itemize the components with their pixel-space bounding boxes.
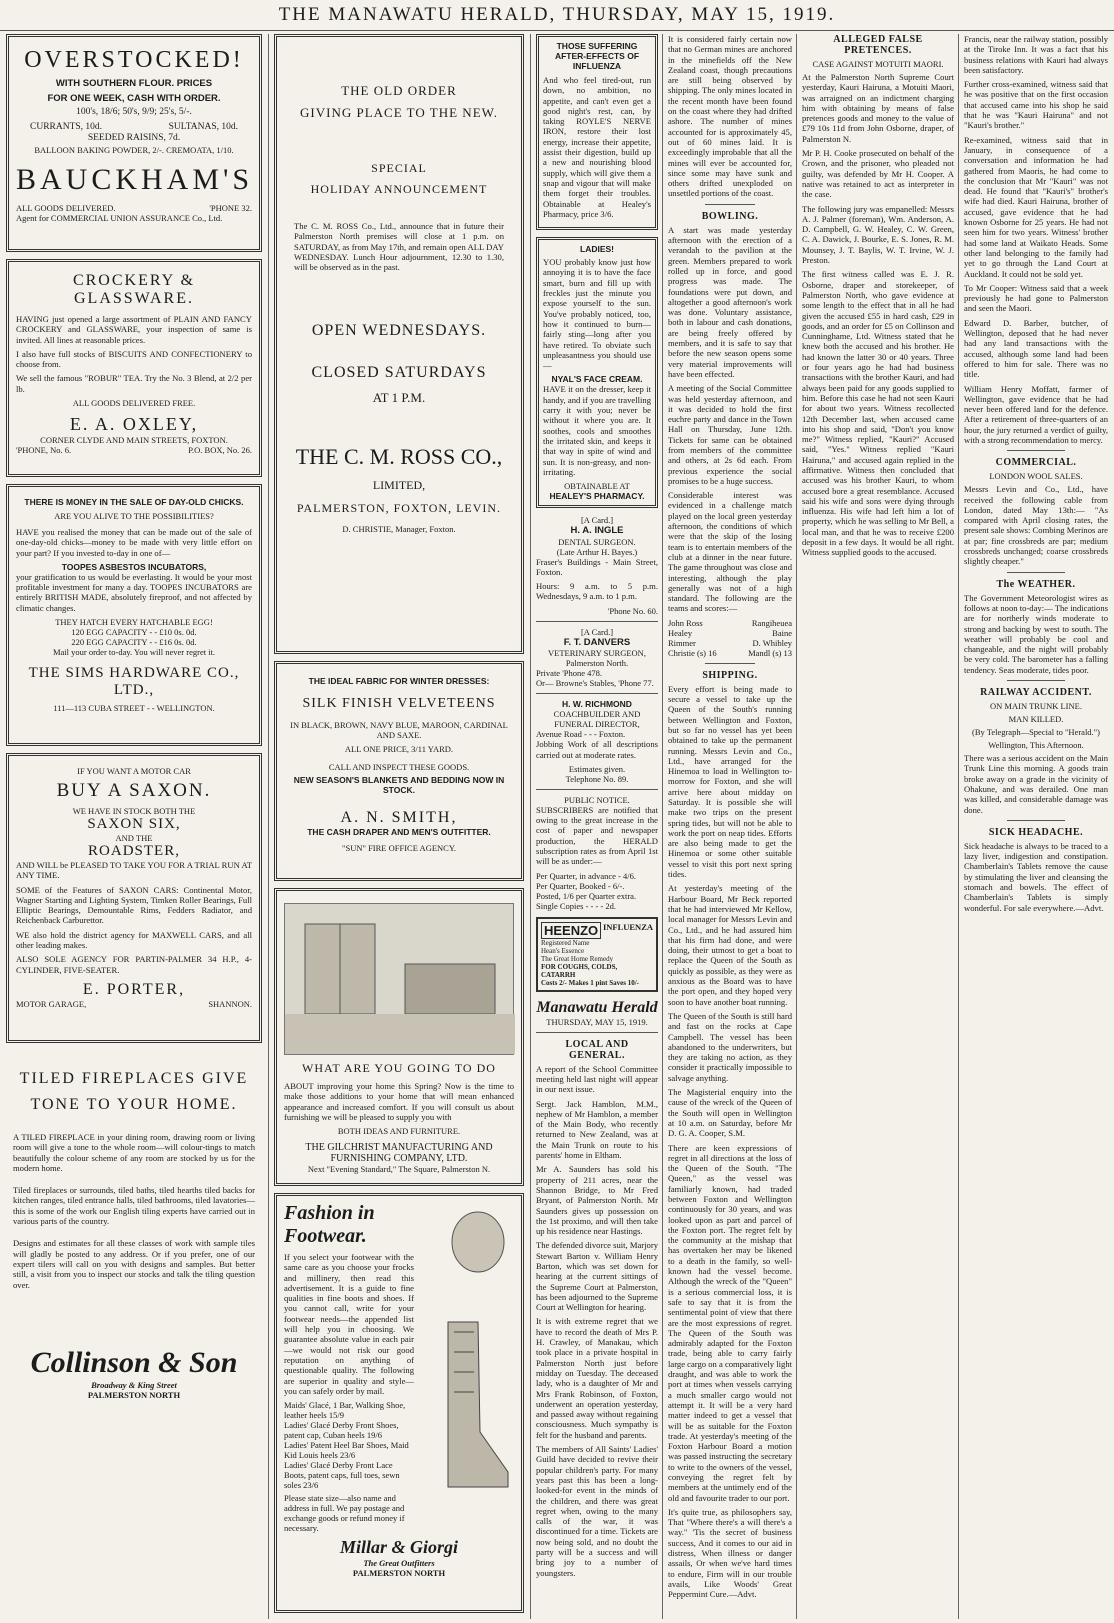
ross-heading: GIVING PLACE TO THE NEW.: [300, 105, 498, 120]
footwear-note: Please state size—also name and address in full. We pay postage and exchange goods or refund money if necessary.: [284, 1493, 405, 1534]
divider: [536, 1032, 658, 1033]
shipping-paragraph: The Magisterial enquiry into the cause of the wreck of the Queen of the South will open in Wellington at 10 a.m. on Saturday, before Mr D. G. A. Cooper, S.M.: [668, 1087, 792, 1139]
notice-rate: Posted, 1/6 per Quarter extra.: [536, 890, 637, 901]
millar-giorgi-town: PALMERSTON NORTH: [352, 1568, 446, 1579]
railway-heading: RAILWAY ACCIDENT.: [980, 687, 1092, 699]
railway-subheading: MAN KILLED.: [1008, 714, 1064, 725]
overstocked-line: FOR ONE WEEK, CASH WITH ORDER.: [47, 92, 221, 104]
ross-special: SPECIAL: [371, 161, 427, 175]
saxon-text: SOME of the Features of SAXON CARS: Continental Motor, Wagner Starting and Lighting System, Timken Roller Bearings, Full Elliptic Bearings, Demountable Rims, Fedders Radiator, and Reichenback Carburettor.: [16, 884, 252, 926]
heenzo-text: Registered Name: [541, 938, 590, 947]
local-paragraph: Mr A. Saunders has sold his property of 211 acres, near the Shannon Bridge, to Mr Fred Bryant, of Palmerston North. Mr Saunders gives up possession on the 1st proximo, and will then take up his residence near Hastings.: [536, 1164, 658, 1237]
chicks-text: your gratification to us would be everlasting. It would be your most profitable investment for many a day. TOOPES INCUBATORS are entirely BRITISH MADE, absolutely fireproof, and not affected by climatic changes.: [16, 571, 252, 613]
heenzo-influenza: INFLUENZA: [602, 921, 653, 932]
column-6: [964, 34, 1108, 1619]
column-1: [6, 34, 262, 1619]
notice-title: PUBLIC NOTICE.: [564, 794, 630, 805]
commercial-heading: COMMERCIAL.: [995, 457, 1077, 469]
railway-dateline: Wellington, This Afternoon.: [988, 740, 1084, 751]
smith-agency: "SUN" FIRE OFFICE AGENCY.: [342, 843, 456, 853]
royles-title: THOSE SUFFERING AFTER-EFFECTS OF INFLUENZA: [554, 41, 640, 71]
court-paragraph: Re-examined, witness said that in January, in consequence of a conversation and information he had gathered from Maoris, he had come to the conclusion that Mr "Kauri" was not dead. He found that "Kauri's" brother's wife had died. Kauri Hairuna, brother of accused, gave evidence that he had known Osborne for 25 years. He had not seen him for two years. Witness' brother had some land at Waikato Heads. Some other land belonging to the family had yet to go through the Land Court at Auckland. It could not be sold yet.: [964, 134, 1108, 279]
richmond-title: COACHBUILDER AND FUNERAL DIRECTOR,: [553, 709, 641, 730]
divider: [536, 621, 658, 622]
wool-paragraph: Messrs Levin and Co., Ltd., have received the following cable from London, dated May 13th:— "As compared with April closing rates, the present sale shows: Combing Merinos are at par; fine crossbreds are par; medium crossbreds unchanged; coarse crossbreds slightly cheaper.": [964, 484, 1108, 567]
false-pretences-subheading: CASE AGAINST MOTUITI MAORI.: [812, 59, 944, 69]
room-illustration: [284, 903, 514, 1055]
overstocked-prices: 100's, 18/6; 50's, 9/9; 25's, 5/-.: [76, 107, 192, 117]
team-score: Mandl (s) 13: [748, 647, 792, 658]
crockery-ad: [6, 259, 262, 477]
tiled-title: TILED FIREPLACES GIVE TONE TO YOUR HOME.: [19, 1070, 249, 1113]
bowling-paragraph: A meeting of the Social Committee was held yesterday afternoon, and it was decided to hold the first euchre party and dance in the Town Hall on Thursday, June 12th. Tickets for same can be obtained from members of the committee and others, at 2s 6d each. From previous experience the social promises to be a huge success.: [668, 383, 792, 486]
heenzo-text: Costs 2/- Makes 1 pint Saves 10/-: [541, 978, 640, 987]
richmond-estimates: Estimates given.: [568, 763, 626, 774]
overstocked-title: OVERSTOCKED!: [24, 47, 244, 73]
team-player: D. Whibley: [752, 637, 792, 648]
agent-note: Agent for COMMERCIAL UNION ASSURANCE Co., Ltd.: [16, 212, 223, 223]
danvers-name: F. T. DANVERS: [563, 636, 631, 648]
heenzo-text: FOR COUGHS, COLDS, CATARRH: [541, 962, 618, 979]
divider: [536, 693, 658, 694]
baking-powder-price: BALLOON BAKING POWDER, 2/-. CREMOATA, 1/10.: [34, 144, 234, 155]
overstocked-line: WITH SOUTHERN FLOUR. PRICES: [55, 78, 213, 89]
paper-nameplate: Manawatu Herald: [536, 998, 658, 1016]
local-paragraph: The members of All Saints' Ladies' Guild have decided to revive their popular children's party. For many years past this has been a long-looked-for event in the minds of the children, and there was great regret when, owing to the many calls of the war, it was discontinued for a time. Tickets are now being sold, and no doubt the party will be a success and will bring joy to a number of youngsters.: [536, 1444, 658, 1578]
danvers-card: [536, 627, 658, 689]
shipping-paragraph: Every effort is being made to secure a vessel to take up the Queen of the South's running between Wellington and Foxton, but so far no vessel has yet been obtained to take up the permanent running. Messrs Levin and Co., Ltd., have arranged for the Hinemoa to load in Wellington to-morrow for Foxton, and she will arrive here about midday on Saturday. It is possible she will make two trips on the present spring tides, but will not be able to work the port on neap tides. Efforts are also being made to get the Hinemoa or some other suitable vessel to visit this port next spring tides.: [668, 683, 792, 880]
gilchrist-title: WHAT ARE YOU GOING TO DO: [302, 1061, 496, 1075]
nyals-product: NYAL'S FACE CREAM.: [551, 374, 643, 385]
crockery-text: HAVING just opened a large assortment of PLAIN AND FANCY CROCKERY and GLASSWARE, your inspection of same is invited. All lines at reasonable prices.: [16, 314, 252, 345]
bowling-heading: BOWLING.: [701, 210, 759, 222]
ingle-address: Fraser's Buildings - Main Street, Foxton.: [536, 556, 658, 577]
weather-paragraph: The Government Meteorologist wires as follows at noon to-day:— The indications are for northerly winds moderate to strong and backing by west to south. The weather will probably be cool and changeable, and the night will probably be very cold. The barometer has a falling tendency. Seas moderate, tides poor.: [964, 592, 1108, 675]
richmond-text: Jobbing Work of all descriptions carried out at moderate rates.: [536, 739, 658, 760]
smith-draper: THE CASH DRAPER AND MEN'S OUTFITTER.: [307, 827, 491, 837]
saxon-text: ALSO SOLE AGENCY FOR PARTIN-PALMER 34 H.P., 4-CYLINDER, FIVE-SEATER.: [16, 954, 252, 975]
heenzo-ad: [536, 917, 658, 992]
heenzo-text: Hean's Essence: [541, 946, 585, 955]
headache-heading: SICK HEADACHE.: [988, 826, 1084, 838]
smith-ad: [274, 661, 524, 881]
nyals-obtainable: OBTAINABLE AT: [564, 481, 630, 492]
ingle-phone: 'Phone No. 60.: [607, 605, 658, 616]
saxon-stock: WE HAVE IN STOCK BOTH THE: [72, 806, 196, 816]
collinson-address: Broadway & King Street: [91, 1379, 177, 1390]
raisins-price: SEEDED RAISINS, 7d.: [87, 133, 181, 143]
footwear-item: Maids' Glacé, 1 Bar, Walking Shoe, leather heels 15/9: [284, 1400, 406, 1421]
porter-name: E. PORTER,: [82, 980, 186, 998]
team-player: Baine: [772, 627, 792, 638]
footwear-text: If you select your footwear with the same care as you choose your frocks and millinery, then read this advertisement. It is a guide to fine qualities in fine boots and shoes. If you cannot call, write for your footwear needs—the appended list will help you in choosing. We guarantee absolute value in each pair—we would not risk our good reputation on anything of questionable quality. The following are superior in quality and style—you can safely order by mail.: [284, 1252, 414, 1396]
ingle-hours: Hours: 9 a.m. to 5 p.m. Wednesdays, 9 a.m. to 1 p.m.: [536, 581, 658, 602]
footwear-title: Fashion in: [284, 1202, 375, 1224]
oxley-address: CORNER CLYDE AND MAIN STREETS, FOXTON.: [40, 435, 228, 446]
royles-text: And who feel tired-out, run down, no ambition, no appetite, and can't even get a good night's rest, can, by taking ROYLE'S NERVE IRON, restore their lost energy, increase their appetite, assist their digestion, build up a new and nourishing blood supply, which will give them a snap and vigour that will make them forget their troubles. Obtainable at Healey's Pharmacy, price 3/6.: [543, 75, 651, 219]
tiled-text: Designs and estimates for all these classes of work with sample tiles will gladly be posted to any address. Or if you prefer, one of our expert tilers will call on you with designs and samples. But better still, a visit from you to inspect our stocks and talk the tiling question over.: [13, 1238, 255, 1290]
delivered-note: ALL GOODS DELIVERED.: [16, 202, 116, 213]
paper-date: THURSDAY, MAY 15, 1919.: [546, 1016, 648, 1027]
smith-colours: IN BLACK, BROWN, NAVY BLUE, MAROON, CARDINAL AND SAXE.: [290, 720, 508, 740]
ladies-text: HAVE it on the dresser, keep it handy, and if you are travelling carry it with you; never be without it where you are. It soothes, cools and smoothes the irritated skin, and keeps it that way in spite of wind and sun. It is non-greasy, and non-irritating.: [543, 384, 651, 477]
card-label: [A Card.]: [580, 626, 614, 637]
shipping-paragraph: It's quite true, as philosophers say, That "Where there's a will there's a way." 'Tis the secret of business success, And it comes to our aid in distress, When illness or danger assails, Or when we've hard times to endure, Firm will in our trouble avails, Like Woods' Great Peppermint Cure.—Advt.: [668, 1506, 792, 1600]
court-paragraph: The following jury was empanelled: Messrs A. J. Palmer (foreman), Wm. Anderson, A. D. Campbell, G. W. Healey, C. W. Green, C. A. Dawick, J. Bourke, E. S. Jones, R. M. Mounsey, J. T. Baylis, W. T. Irvine, W. J. Preston.: [802, 203, 954, 266]
local-paragraph: A report of the School Committee meeting held last night will appear in our next issue.: [536, 1063, 658, 1095]
notice-rate: Per Quarter, Booked - 6/-.: [536, 880, 625, 891]
footwear-title: Footwear.: [284, 1225, 367, 1247]
millar-giorgi-tagline: The Great Outfitters: [363, 1558, 435, 1569]
column-rule: [268, 34, 269, 1619]
team-player: Rangiheuea: [751, 617, 792, 628]
richmond-address: Avenue Road - - - Foxton.: [536, 729, 626, 740]
ross-time: AT 1 P.M.: [372, 390, 426, 406]
richmond-phone: Telephone No. 89.: [565, 773, 629, 784]
court-paragraph: The first witness called was E. J. R. Osborne, draper and storekeeper, of Palmerston North, who gave evidence at some length to the effect that in all he had given the accused £55 in hard cash, £29 in goods, and an order for £5 on Collinson and Cunninghame, Ltd. Witness stated that he knew both the accused and his brother. He had known the latter 30 or 40 years. Three or four years ago he had had business transactions with the brother Kauri, and had always been paid for any goods supplied to him. Before this case he had not seen Kauri for about two years. Witness recollected 12th December last, when accused came into his shop and said, "Don't you know me?" Witness replied, "Kauri?" Accused said, "Yes." Witness replied "Kauri Hairuna," and accused again replied in the affirmative. Witness then concluded that accused was his brother Kauri, to whom accused bore a great resemblance. Accused said his wife and sons were dying through influenza. His wife had left him a lot of property, which he was selling to Mr Bell, a local man, and that he was to receive £200 deposit in a few days. It would be all right. Witness supplied goods to the accused.: [802, 269, 954, 558]
saxon-six: SAXON SIX,: [87, 816, 181, 832]
room-illustration-svg: [285, 904, 515, 1054]
chicks-subtitle: ARE YOU ALIVE TO THE POSSIBILITIES?: [54, 511, 214, 521]
collinson-logo: Collinson & Son: [30, 1345, 238, 1379]
notice-rate: Single Copies - - - - 2d.: [536, 900, 617, 911]
sims-address: 111—113 CUBA STREET - - WELLINGTON.: [53, 703, 215, 714]
column-rule: [958, 34, 959, 1619]
smith-title: THE IDEAL FABRIC FOR WINTER DRESSES:: [308, 676, 490, 686]
ladies-title: LADIES!: [580, 244, 614, 255]
footwear-item: Ladies' Patent Heel Bar Shoes, Maid Kid Louis heels 23/6: [284, 1440, 409, 1461]
overstocked-ad: [6, 34, 262, 252]
porter-garage: MOTOR GARAGE,: [16, 998, 87, 1009]
ross-manager: D. CHRISTIE, Manager, Foxton.: [342, 524, 456, 535]
court-paragraph: Francis, near the railway station, possibly at the Tiroke Inn. It was a fact that his business relations with Kauri had always been satisfactory.: [964, 34, 1108, 75]
boot-illustration: [418, 1202, 514, 1533]
smith-velveteens: SILK FINISH VELVETEENS: [302, 696, 496, 711]
local-paragraph: Sergt. Jack Hamblon, M.M., nephew of Mr Hamblon, a member of the Main Body, who recently returned to New Zealand, was at the Main Trunk on route to his parents' home in Eltham.: [536, 1098, 658, 1161]
richmond-card: [536, 699, 658, 784]
headache-paragraph: Sick headache is always to be traced to a lazy liver, indigestion and constipation. Chamberlain's Tablets remove the cause by stimulating the liver and cleansing the stomach and bowels. The effect of Chamberlain's Tablets is simply wonderful. For sale everywhere.—Advt.: [964, 840, 1108, 913]
sultanas-price: SULTANAS, 10d.: [168, 121, 238, 132]
tiled-text: Tiled fireplaces or surrounds, tiled baths, tiled hearths tiled backs for kitchen ranges, tiled entrance halls, tiled bathrooms, tiled lavatories—this is some of the work our English tiling experts have carried out in various parts of the country.: [13, 1185, 255, 1227]
notice-text: SUBSCRIBERS are notified that owing to the great increase in the cost of paper and newspaper production, the HERALD subscription rates as from April 1st will be as under:—: [536, 804, 658, 867]
divider: [705, 663, 755, 664]
smith-name: A. N. SMITH,: [340, 809, 458, 826]
ross-heading: THE OLD ORDER: [341, 83, 457, 98]
ross-text: The C. M. ROSS Co., Ltd., announce that in future their Palmerston North premises will close at 1 p.m. on SATURDAY, as from May 17th, and remain open ALL DAY WEDNESDAY. Lunch Hour adjournment, 12.30 to 1.30, will be observed as in the past.: [294, 221, 504, 273]
court-paragraph: Mr P. H. Cooke prosecuted on behalf of the Crown, and the prisoner, who pleaded not guilty, was defended by Mr H. Cooper. A native was retained to act as interpreter in the case.: [802, 148, 954, 200]
crockery-text: ALL GOODS DELIVERED FREE.: [72, 398, 196, 409]
team-player: John Ross: [668, 617, 703, 628]
hatch-heading: THEY HATCH EVERY HATCHABLE EGG!: [55, 617, 213, 628]
tiled-ad: [6, 1050, 262, 1595]
chicks-text: HAVE you realised the money that can be made out of the sale of one-day-old chicks—money to be made with very little effort on your part? If you invested to-day in one of—: [16, 527, 252, 558]
ross-towns: PALMERSTON, FOXTON, LEVIN.: [296, 501, 502, 516]
ross-holiday: HOLIDAY ANNOUNCEMENT: [310, 182, 488, 196]
column-rule: [530, 34, 531, 1619]
card-label: [A Card.]: [580, 515, 614, 526]
false-pretences-heading: ALLEGED FALSE PRETENCES.: [833, 34, 923, 56]
danvers-phone: Private 'Phone 478.: [536, 668, 602, 679]
ross-firm: THE C. M. ROSS CO.,: [295, 444, 503, 470]
smith-price: ALL ONE PRICE, 3/11 YARD.: [344, 744, 454, 754]
smith-call: CALL AND INSPECT THESE GOODS.: [328, 762, 470, 772]
divider: [1007, 572, 1065, 573]
crockery-title: CROCKERY & GLASSWARE.: [72, 272, 196, 307]
ross-closed: CLOSED SATURDAYS: [311, 364, 487, 382]
heenzo-logo: HEENZO: [541, 922, 601, 939]
team-score: Christie (s) 16: [668, 647, 717, 658]
divider: [1007, 680, 1065, 681]
masthead: THE MANAWATU HERALD, THURSDAY, MAY 15, 1919.: [0, 0, 1114, 31]
railway-subheading: ON MAIN TRUNK LINE.: [990, 701, 1082, 712]
divider: [705, 204, 755, 205]
footwear-item: Ladies' Glacé Derby Front Shoes, patent cap, Cuban heels 19/6: [284, 1420, 399, 1441]
shipping-paragraph: The Queen of the South is still hard and fast on the rocks at Cape Campbell. The vessel has been abandoned to the underwriters, but they are taking no action, as they consider it practically impossible to salvage anything.: [668, 1010, 792, 1083]
ingle-card: [536, 515, 658, 616]
smith-blankets: NEW SEASON'S BLANKETS AND BEDDING NOW IN STOCK.: [293, 775, 505, 795]
danvers-title: VETERINARY SURGEON,: [548, 648, 646, 659]
gilchrist-ad: [274, 888, 524, 1186]
ross-open: OPEN WEDNESDAYS.: [311, 322, 487, 340]
crockery-text: We sell the famous "ROBUR" TEA. Try the No. 3 Blend, at 2/2 per lb.: [16, 373, 252, 394]
weather-heading: The WEATHER.: [996, 578, 1076, 590]
court-paragraph: To Mr Cooper: Witness said that a week previously he had gone to Palmerston and seen the Maori.: [964, 282, 1108, 314]
ingle-name: H. A. INGLE: [570, 525, 624, 537]
column-5: [802, 34, 954, 1619]
danvers-town: Palmerston North.: [565, 658, 629, 669]
nyals-shop: HEALEY'S PHARMACY.: [549, 491, 645, 502]
column-rule: [662, 34, 663, 1619]
nyals-ad: [536, 237, 658, 508]
oxley-box: P.O. BOX, No. 26.: [188, 445, 252, 456]
chicks-ad: [6, 484, 262, 746]
gilchrist-address: Next "Evening Standard," The Square, Palmerston N.: [307, 1164, 491, 1175]
collinson-town: PALMERSTON NORTH: [87, 1389, 181, 1400]
millar-giorgi-name: Millar & Giorgi: [339, 1537, 459, 1558]
capacity-price: 220 EGG CAPACITY - - £16 0s. 0d.: [71, 637, 197, 648]
saxon-top: IF YOU WANT A MOTOR CAR: [77, 766, 191, 776]
ingle-title: DENTAL SURGEON.: [558, 536, 636, 547]
saxon-text: WE also hold the district agency for MAXWELL CARS, and all other leading makes.: [16, 929, 252, 951]
bauckhams-name: BAUCKHAM'S: [16, 162, 254, 196]
court-paragraph: At the Palmerston North Supreme Court yesterday, Kauri Hairuna, a Motuiti Maori, was arraigned on an indictment charging him with obtaining by means of false pretences goods and money to the value of £79 10s 11d from John Osborne, draper, of Palmerston N.: [802, 72, 954, 144]
public-notice: [536, 795, 658, 911]
court-paragraph: William Henry Moffatt, farmer of Wellington, gave evidence that he had never been offered land for the defence. After a retirement of three-quarters of an hour, the jury returned a verdict of guilty, with a strong recommendation to mercy.: [964, 383, 1108, 445]
porter-town: SHANNON.: [208, 998, 252, 1009]
incubators-heading: TOOPES ASBESTOS INCUBATORS,: [61, 561, 207, 572]
railway-paragraph: There was a serious accident on the Main Trunk Line this morning. A goods train broke away on a grade in the vicinity of Ohakune, and was derailed. One man was killed, and considerable damage was done.: [964, 753, 1108, 815]
court-paragraph: Edward D. Barber, butcher, of Wellington, deposed that he had never had any land transactions with the accused, although some land had been offered to him for sale. There was no title.: [964, 317, 1108, 380]
boot-illustration-svg: [418, 1202, 514, 1502]
saxon-ad: [6, 753, 262, 1043]
ingle-late: (Late Arthur H. Bayes.): [556, 546, 638, 557]
richmond-name: H. W. RICHMOND: [562, 699, 632, 710]
saxon-roadster: ROADSTER,: [88, 843, 180, 859]
footwear-ad: [274, 1193, 524, 1613]
saxon-text: AND WILL be PLEASED TO TAKE YOU FOR A TRIAL RUN AT ANY TIME.: [16, 860, 252, 881]
team-player: Rimmer: [668, 637, 696, 648]
court-paragraph: Further cross-examined, witness said that he was positive that on the first occasion that accused came into his shop he said that he was "Kauri Hairuna" and not "Kauri's brother.": [964, 79, 1108, 131]
divider: [1007, 820, 1065, 821]
shipping-paragraph: At yesterday's meeting of the Harbour Board, Mr Beck reported that he had interviewed Mr Kellow, local manager for Messrs Levin and Co., Ltd., and he had assured him that his firm had done, and were doing, their utmost to get a boat to replace the Queen of the South as quickly as possible, as they were as anxious as the Board was to have the port open, and they hoped very soon to have another boat running.: [668, 883, 792, 1007]
column-4: [668, 34, 792, 1619]
capacity-price: 120 EGG CAPACITY - - £10 0s. 0d.: [71, 627, 197, 638]
notice-rate: Per Quarter, in advance - 4/6.: [536, 870, 636, 881]
column-2: [274, 34, 524, 1619]
local-paragraph: The defended divorce suit, Marjory Stewart Barton v. William Henry Barton, which was set down for hearing at the current sittings of the Supreme Court at Palmerston, has been adjourned to the Supreme Court at Wellington for hearing.: [536, 1240, 658, 1313]
ross-ad: [274, 34, 524, 654]
currants-price: CURRANTS, 10d.: [30, 121, 103, 132]
saxon-title: BUY A SAXON.: [56, 780, 212, 801]
gilchrist-text: ABOUT improving your home this Spring? Now is the time to make those additions to your home that will mean enhanced appearance and increased comfort. If you will consult us about furnishing we will be pleased to supply you with: [284, 1081, 514, 1122]
divider: [1007, 450, 1065, 451]
phone-number: 'PHONE 32.: [209, 202, 252, 213]
chicks-title: THERE IS MONEY IN THE SALE OF DAY-OLD CHICKS.: [24, 497, 244, 507]
royles-ad: [536, 34, 658, 230]
local-paragraph: It is with extreme regret that we have to record the death of Mrs P. H. Crawley, of Manakau, which took place in a private hospital in Palmerston North just before midday on Tuesday. The deceased lady, who is a daughter of Mr and Mrs Frank Robinson, of Foxton, underwent an operation yesterday, and passed away without regaining consciousness. Much sympathy is felt for the husband and parents.: [536, 1316, 658, 1440]
danvers-phone: Or— Browne's Stables, 'Phone 77.: [536, 678, 654, 689]
wool-sales-subheading: LONDON WOOL SALES.: [989, 471, 1083, 482]
ladies-text: YOU probably know just how annoying it is to have the face smart, burn and fill up with freckles just the minute you expose yourself to the sun. You've probably noticed, too, how it continued to burn—fairly sting—long after you have retired. To obviate such unpleasantness you should use—: [543, 257, 651, 371]
railway-telegraph: (By Telegraph—Special to "Herald."): [972, 727, 1100, 738]
oxley-phone: 'PHONE, No. 6.: [16, 445, 72, 456]
mail-note: Mail your order to-day. You will never regret it.: [52, 647, 216, 658]
column-3: [536, 34, 658, 1619]
local-general-heading: LOCAL AND GENERAL.: [565, 1038, 629, 1061]
oxley-name: E. A. OXLEY,: [69, 414, 199, 435]
gilchrist-firm: THE GILCHRIST MANUFACTURING AND FURNISHING COMPANY, LTD.: [305, 1142, 493, 1165]
gilchrist-ideas: BOTH IDEAS AND FURNITURE.: [337, 1126, 461, 1137]
shipping-paragraph: There are keen expressions of regret in all directions at the loss of the Queen of the South. "The Queen," as the vessel was familiarly known, had traded between Foxton and Wellington continuously for 30 years, and was looked upon as part and parcel of the Foxton port. The regret felt by the community at the mishap that has overtaken her may be likened to a death in the family, so well-known had the vessel become. Although the wreck of the "Queen" is a serious commercial loss, it is safe to say that it is from the sentimental point of view that there are the most expressions of regret. The Queen of the South was admirably adapted for the Foxton trade, being able to carry fairly large cargo on a comparatively light draught, and was able to work the port at times when vessels carrying a much smaller cargo would not attempt it. It will be a very hard matter indeed to get a vessel that will be as suitable for the Foxton trade. At yesterday's meeting of the Foxton Harbour Board a motion was passed instructing the secretary to write to the owners of the vessel, conveying the regret felt by members at the untimely end of the old and favourite trader to our port.: [668, 1142, 792, 1503]
saxon-and: AND THE: [115, 833, 153, 843]
ross-limited: LIMITED,: [372, 478, 426, 493]
team-player: Healey: [668, 627, 693, 638]
footwear-item: Ladies' Glacé Derby Front Lace Boots, patent caps, full toes, sewn soles 23/6: [284, 1460, 400, 1491]
heenzo-text: The Great Home Remedy: [541, 954, 614, 963]
column-rule: [796, 34, 797, 1619]
shipping-heading: SHIPPING.: [702, 669, 758, 681]
divider: [536, 789, 658, 790]
crockery-text: I also have full stocks of BISCUITS AND CONFECTIONERY to choose from.: [16, 348, 252, 370]
bowling-paragraph: Considerable interest was evidenced in a challenge match played on the local green yesterday afternoon, the conditions of which were that the skip of the losing team is to entertain members of the club at a dinner in the near future. The game throughout was close and interesting, although the play generally was not of a high standard. The following are the teams and scores:—: [668, 490, 792, 614]
mines-paragraph: It is considered fairly certain now that no German mines are anchored in the minefields off the New Zealand coast, though precautions are still being observed by shipping. The only mines located in the recent month have been found on the coast where they had drifted ashore. The number of mines accounted for is approximately 45, out of 60 mines laid. It is exceedingly improbable that all the mines will ever be accounted for, since some may have sunk and others drifted unexploded on unsettled portions of the coast.: [668, 34, 792, 199]
sims-name: THE SIMS HARDWARE CO., LTD.,: [28, 665, 240, 699]
tiled-text: A TILED FIREPLACE in your dining room, drawing room or living room will give a tone to the whole room—will colour-tings to match beautifully the colour scheme of any room are stocked by us for the modern home.: [13, 1132, 255, 1173]
bowling-paragraph: A start was made yesterday afternoon with the erection of a verandah to the pavilion at the green. Members prepared to work rolled up in force, and good progress was made. The foundations were put down, and altogether a good afternoon's work was done. Voluntary assistance, both in labour and cash donations, are being freely offered by members, and it is safe to say that before the new season opens some very material improvements will have been effected.: [668, 224, 792, 379]
